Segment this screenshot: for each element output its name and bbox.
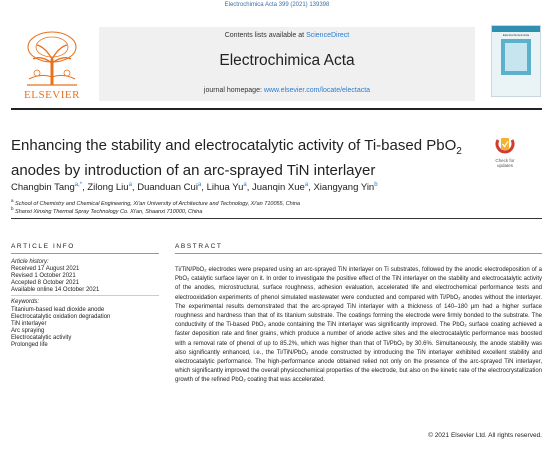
elsevier-wordmark: ELSEVIER xyxy=(24,89,80,101)
cover-band xyxy=(492,26,540,32)
author-affil-marker[interactable]: a xyxy=(304,182,309,188)
check-updates-label-2: updates xyxy=(496,163,513,168)
journal-banner xyxy=(99,27,475,101)
keyword[interactable]: TiN interlayer xyxy=(11,321,47,327)
abstract-text: Ti/TiN/PbO₂ electrodes were prepared using an arc-sprayed TiN interlayer on Ti substrates, followed by the anodic electrodeposition of a PbO₂ catalytic surface layer on it. In order to investigate the positive effect of the TiN interlayer on the stability and electrocatalytic activity of the anodes, microstructural, surface roughness, adhesion evaluation, accelerated life and electrochemical performance tests and electrooxidation experiments of phenol simulated wastewater were conducted and compared with Ti/PbO₂ anodes without the interlayer. The experimental results demonstrated that the arc-sprayed TiN interlayer with a thickness of 140–180 μm had a higher surface roughness and hardness than that of its titanium substrate. The coatings forming the electrode were firmly bonded to the substrate. The conductivity of the Ti-based PbO₂ anode containing the TiN interlayer was significantly improved. The PbO₂ surface coating achieved a faster deposition rate and finer grains, which produce a number of anode active sites and the electrocatalytic performance was boosted with a removal rate of phenol of up to 85.2%, which was higher than that of Ti/PbO₂ by 30.6%. Simultaneously, the anode stability was also significantly enhanced, i.e., the Ti/TiN/PbO₂ anode constructed by introducing the TiN interlayer exhibited excellent stability and electrocatalytic performance. The high-performance anode obtained relied not only on the presence of the arc-sprayed TiN interlayer, which significantly improved the overall physicochemical properties of the electrode, but also on the kinetic rate of the electrocrystallization growth of the refined PbO₂ coating that was accelerated. xyxy=(175,267,542,384)
author-list: Changbin Tang$^{a,*}$, Zilong Liu$^a$, Duanduan Cui$^a$, Lihua Yu$^a$, Juanqin Xue$^a$, Xiangyang Yin$^b$ xyxy=(11,182,378,194)
history-keywords-divider xyxy=(11,295,159,296)
history-item: Accepted 8 October 2021 xyxy=(11,280,80,286)
affiliation-marker: b xyxy=(11,206,14,211)
history-item: Revised 1 October 2021 xyxy=(11,273,76,279)
affiliation-text: School of Chemistry and Chemical Engineering, Xi'an University of Architecture and Technology, Xi'an 710055, China xyxy=(15,200,301,207)
title-line-2: anodes by introduction of an arc-sprayed TiN interlayer xyxy=(11,162,376,179)
author-name[interactable]: Changbin Tang xyxy=(11,182,75,194)
check-updates-icon xyxy=(487,138,523,158)
sciencedirect-link[interactable]: ScienceDirect xyxy=(306,32,350,39)
affiliation xyxy=(11,206,202,215)
check-for-updates-badge[interactable] xyxy=(487,138,523,168)
abstract-heading: ABSTRACT xyxy=(175,243,223,250)
title-subscript: 2 xyxy=(456,146,462,157)
journal-masthead xyxy=(11,23,542,103)
keywords-label: Keywords: xyxy=(11,299,40,305)
article-info-heading: ARTICLE INFO xyxy=(11,243,75,250)
elsevier-tree-icon xyxy=(21,29,83,87)
journal-citation[interactable]: Electrochimica Acta 399 (2021) 139398 xyxy=(224,2,330,8)
keyword[interactable]: Electrocatalytic oxidation degradation xyxy=(11,314,111,320)
check-updates-label-1: Check for xyxy=(495,158,515,163)
contents-prefix: Contents lists available at xyxy=(224,32,307,39)
cover-title: Electrochimica Acta xyxy=(502,33,530,37)
history-item: Available online 14 October 2021 xyxy=(11,287,100,293)
article-title xyxy=(11,136,471,180)
author-name[interactable]: Zilong Liu xyxy=(87,182,129,194)
contents-line xyxy=(99,32,475,39)
affiliation-rule xyxy=(11,218,542,219)
author-name[interactable]: Duanduan Cui xyxy=(137,182,198,194)
homepage-prefix: journal homepage: xyxy=(203,87,264,94)
author-affil-marker[interactable]: a,* xyxy=(74,182,83,188)
keyword[interactable]: Prolonged life xyxy=(11,342,48,348)
masthead-rule xyxy=(11,108,542,110)
abstract-rule xyxy=(175,253,542,254)
journal-homepage-link[interactable]: www.elsevier.com/locate/electacta xyxy=(263,87,371,94)
keyword[interactable]: Electrocatalytic activity xyxy=(11,335,72,341)
author-name[interactable]: Xiangyang Yin xyxy=(313,182,375,194)
author-affil-marker[interactable]: a xyxy=(243,182,247,188)
copyright-notice: © 2021 Elsevier Ltd. All rights reserved. xyxy=(428,432,542,439)
cover-image xyxy=(501,39,531,75)
affiliation-marker: a xyxy=(11,198,14,203)
author-name[interactable]: Juanqin Xue xyxy=(252,182,305,194)
affiliation-text: Shanxi Xinxing Thermal Spray Technology Co. Xi'an, Shaanxi 710000, China xyxy=(15,208,203,215)
elsevier-logo[interactable] xyxy=(11,23,93,103)
title-line-1: Enhancing the stability and electrocatalytic activity of Ti-based PbO xyxy=(11,137,457,154)
article-info-rule xyxy=(11,253,159,254)
author-name[interactable]: Lihua Yu xyxy=(206,182,244,194)
history-item: Received 17 August 2021 xyxy=(11,266,80,272)
journal-name: Electrochimica Acta xyxy=(219,52,355,69)
article-history-label: Article history: xyxy=(11,259,49,265)
journal-cover-thumbnail[interactable] xyxy=(491,25,541,97)
keyword[interactable]: Titanium-based lead dioxide anode xyxy=(11,307,105,313)
homepage-line xyxy=(99,87,475,94)
author-affil-marker[interactable]: b xyxy=(374,182,378,188)
author-affil-marker[interactable]: a xyxy=(197,182,202,188)
keyword[interactable]: Arc spraying xyxy=(11,328,45,334)
author-affil-marker[interactable]: a xyxy=(128,182,132,188)
